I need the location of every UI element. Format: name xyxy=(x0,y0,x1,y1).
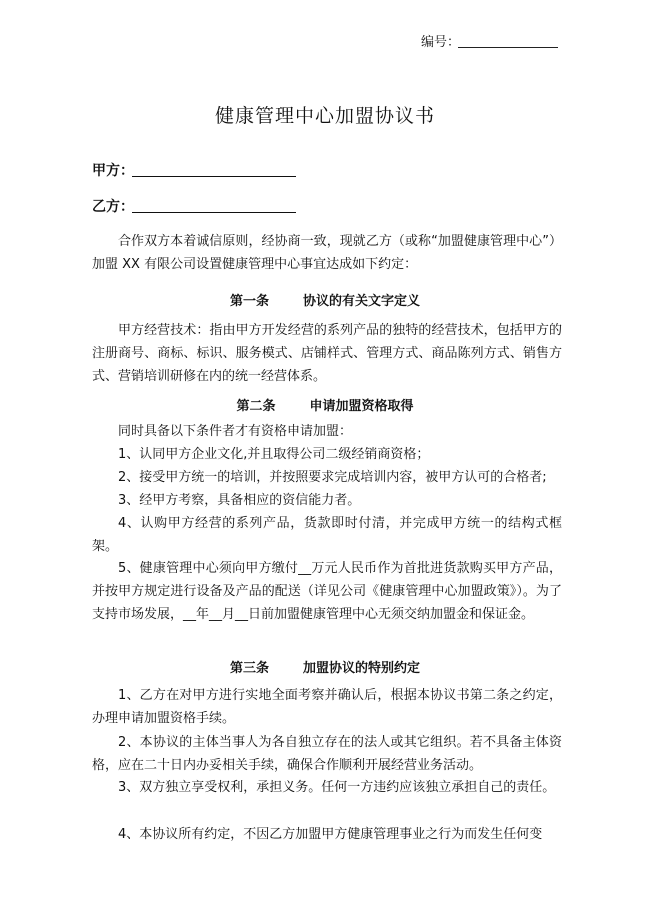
article-2-item-2: 2、接受甲方统一的培训，并按照要求完成培训内容，被甲方认可的合格者; xyxy=(118,470,547,485)
article-2-heading xyxy=(0,395,650,414)
article-2-item-4: 4、认购甲方经营的系列产品，货款即时付清，并完成甲方统一的结构式框架。 xyxy=(92,516,562,554)
article-2-lead: 同时具备以下条件者才有资格申请加盟： xyxy=(118,424,353,439)
article-3-title: 加盟协议的特别约定 xyxy=(303,661,421,676)
article-3-number: 第三条 xyxy=(229,661,269,676)
article-3-item-3: 3、双方独立享受权利，承担义务。任何一方违约应该独立承担自己的责任。 xyxy=(118,780,556,795)
article-2-item-1: 1、认同甲方企业文化,并且取得公司二级经销商资格； xyxy=(118,447,430,462)
article-3-item-4: 4、本协议所有约定，不因乙方加盟甲方健康管理事业之行为而发生任何变 xyxy=(118,827,543,842)
article-3-item-1: 1、乙方在对甲方进行实地全面考察并确认后，根据本协议书第二条之约定，办理申请加盟资格手续。 xyxy=(92,688,562,726)
article-1-heading xyxy=(0,290,650,309)
article-2-number: 第二条 xyxy=(236,399,276,414)
doc-number-label: 编号： xyxy=(421,35,461,50)
party-a-blank[interactable] xyxy=(132,176,296,177)
article-3-item-2: 2、本协议的主体当事人为各自独立存在的法人或其它组织。若不具备主体资格，应在二十日内办妥相关手续，确保合作顺利开展经营业务活动。 xyxy=(92,735,562,773)
article-2-item-5: 5、健康管理中心须向甲方缴付__万元人民币作为首批进货款购买甲方产品，并按甲方规定进行设备及产品的配送（详见公司《健康管理中心加盟政策》）。为了支持市场发展，__年__月__日前加盟健康管理中心无须交纳加盟金和保证金。 xyxy=(92,561,562,622)
article-3-heading xyxy=(0,657,650,676)
article-2-title: 申请加盟资格取得 xyxy=(309,399,414,414)
party-b-label: 乙方： xyxy=(92,199,134,215)
article-1-title: 协议的有关文字定义 xyxy=(303,294,421,309)
intro-paragraph: 合作双方本着诚信原则，经协商一致，现就乙方（或称“加盟健康管理中心”）加盟 XX 有限公司设置健康管理中心事宜达成如下约定： xyxy=(92,234,562,272)
party-a-label: 甲方： xyxy=(92,163,134,179)
article-2-item-3: 3、经甲方考察，具备相应的资信能力者。 xyxy=(118,493,361,508)
article-1-number: 第一条 xyxy=(229,294,269,309)
party-b-blank[interactable] xyxy=(132,212,296,213)
document-title: 健康管理中心加盟协议书 xyxy=(214,105,435,127)
doc-number-blank[interactable] xyxy=(458,47,558,48)
article-1-body: 甲方经营技术：指由甲方开发经营的系列产品的独特的经营技术，包括甲方的注册商号、商标、标识、服务模式、店铺样式、管理方式、商品陈列方式、销售方式、营销培训研修在内的统一经营体系。 xyxy=(92,323,562,384)
